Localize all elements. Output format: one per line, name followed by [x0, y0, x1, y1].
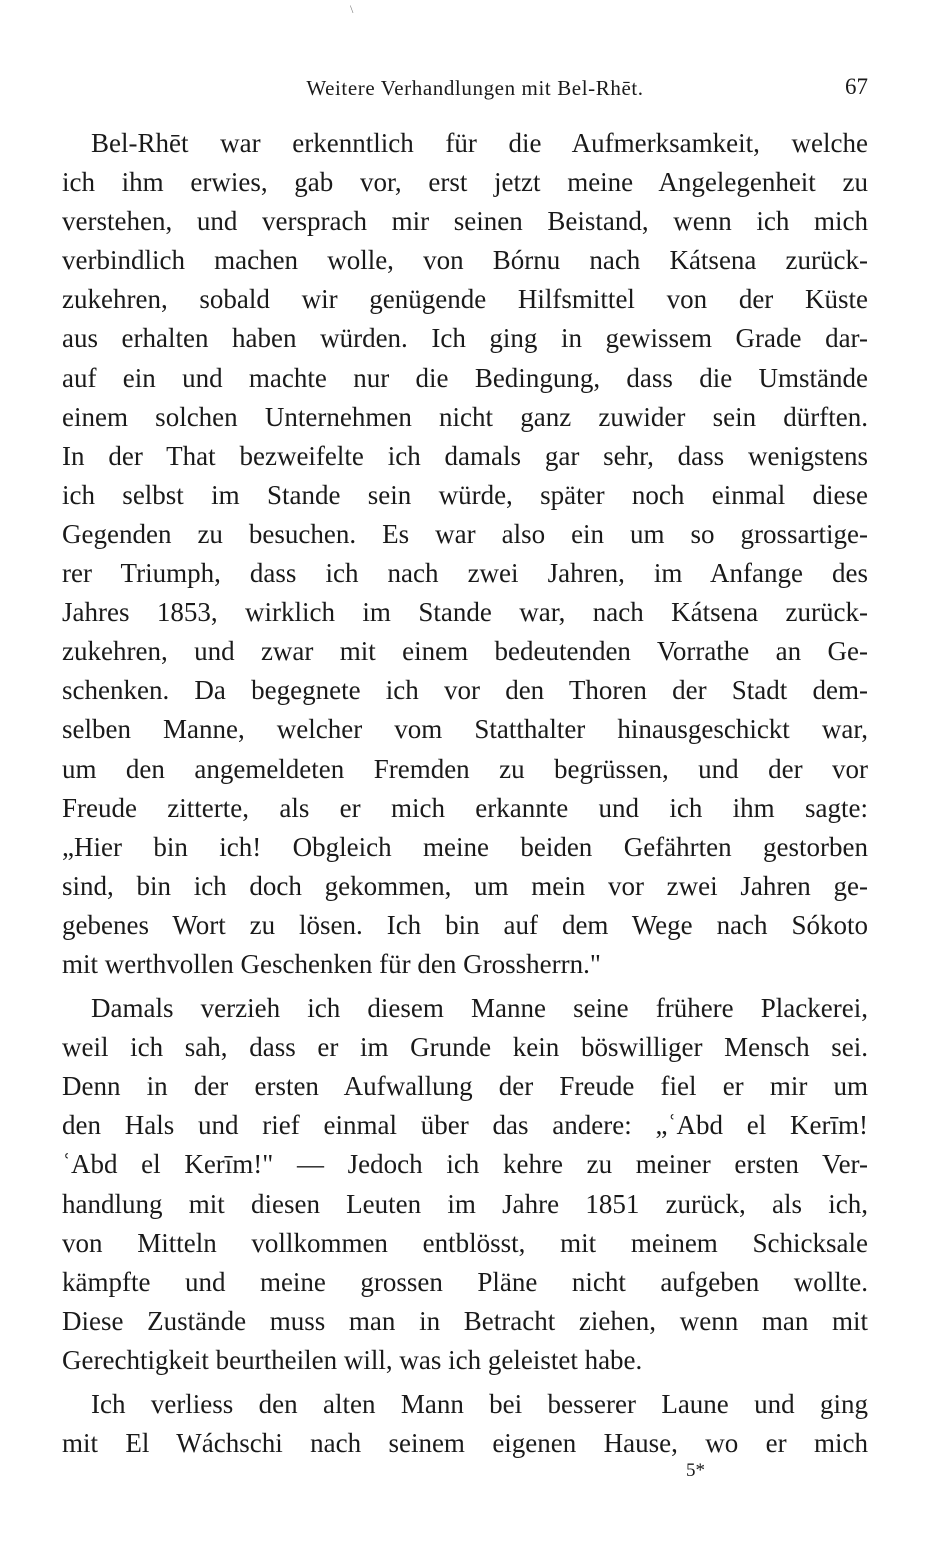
- running-title: Weitere Verhandlungen mit Bel-Rhēt.: [306, 76, 644, 100]
- text-line: schenken. Da begegnete ich vor den Thoren der Stadt dem-: [62, 675, 868, 706]
- text-line: mit El Wáchschi nach seinem eigenen Hause, wo er mich: [62, 1428, 868, 1459]
- paragraph: [62, 124, 868, 984]
- text-line: weil ich sah, dass er im Grunde kein böswilliger Mensch sei.: [62, 1032, 868, 1063]
- text-line: ich selbst im Stande sein würde, später noch einmal diese: [62, 479, 868, 510]
- text-line: Diese Zustände muss man in Betracht ziehen, wenn man mit: [62, 1305, 868, 1336]
- text-line: „Hier bin ich! Obgleich meine beiden Gefährten gestorben: [62, 831, 868, 862]
- text-line: Jahres 1853, wirklich im Stande war, nach Kátsena zurück-: [62, 597, 868, 628]
- page-number: 67: [845, 74, 868, 99]
- text-line: aus erhalten haben würden. Ich ging in gewissem Grade dar-: [62, 323, 868, 354]
- signature-mark: 5*: [686, 1460, 705, 1481]
- text-line: Bel-Rhēt war erkenntlich für die Aufmerksamkeit, welche: [91, 128, 868, 158]
- text-line: ʿAbd el Kerīm!" — Jedoch ich kehre zu meiner ersten Ver-: [62, 1149, 868, 1180]
- text-line: mit werthvollen Geschenken für den Grossherrn.": [62, 948, 601, 979]
- text-line: zukehren, und zwar mit einem bedeutenden Vorrathe an Ge-: [62, 636, 868, 667]
- text-line: handlung mit diesen Leuten im Jahre 1851 zurück, als ich,: [62, 1188, 868, 1219]
- paragraph: [62, 989, 868, 1380]
- text-line: Gerechtigkeit beurtheilen will, was ich geleistet habe.: [62, 1344, 643, 1375]
- text-line: von Mitteln vollkommen entblösst, mit meinem Schicksale: [62, 1227, 868, 1258]
- paragraph: [62, 1385, 868, 1463]
- text-line: den Hals und rief einmal über das andere: „ʿAbd el Kerīm!: [62, 1110, 868, 1141]
- text-line: rer Triumph, dass ich nach zwei Jahren, im Anfange des: [62, 558, 868, 589]
- text-line: Freude zitterte, als er mich erkannte und ich ihm sagte:: [62, 792, 868, 823]
- text-line: verbindlich machen wolle, von Bórnu nach Kátsena zurück-: [62, 245, 868, 276]
- text-line: auf ein und machte nur die Bedingung, dass die Umstände: [62, 362, 868, 393]
- text-line: Denn in der ersten Aufwallung der Freude fiel er mir um: [62, 1071, 868, 1102]
- text-line: um den angemeldeten Fremden zu begrüssen, und der vor: [62, 753, 868, 784]
- text-line: sind, bin ich doch gekommen, um mein vor zwei Jahren ge-: [62, 870, 868, 901]
- text-line: In der That bezweifelte ich damals gar sehr, dass wenigstens: [62, 440, 868, 471]
- text-line: kämpfte und meine grossen Pläne nicht aufgeben wollte.: [62, 1266, 868, 1297]
- body-text: [62, 124, 868, 1468]
- text-line: verstehen, und versprach mir seinen Beistand, wenn ich mich: [62, 206, 868, 237]
- text-line: Damals verzieh ich diesem Manne seine frühere Plackerei,: [91, 993, 868, 1024]
- text-line: einem solchen Unternehmen nicht ganz zuwider sein dürften.: [62, 401, 868, 432]
- text-line: gebenes Wort zu lösen. Ich bin auf dem Wege nach Sókoto: [62, 909, 868, 940]
- text-line: Ich verliess den alten Mann bei besserer Laune und ging: [91, 1389, 868, 1419]
- scan-mark: \: [350, 2, 354, 16]
- text-line: selben Manne, welcher vom Statthalter hinausgeschickt war,: [62, 714, 868, 745]
- text-line: ich ihm erwies, gab vor, erst jetzt meine Angelegenheit zu: [62, 167, 868, 198]
- text-line: zukehren, sobald wir genügende Hilfsmittel von der Küste: [62, 284, 868, 315]
- text-line: Gegenden zu besuchen. Es war also ein um so grossartige-: [62, 518, 868, 549]
